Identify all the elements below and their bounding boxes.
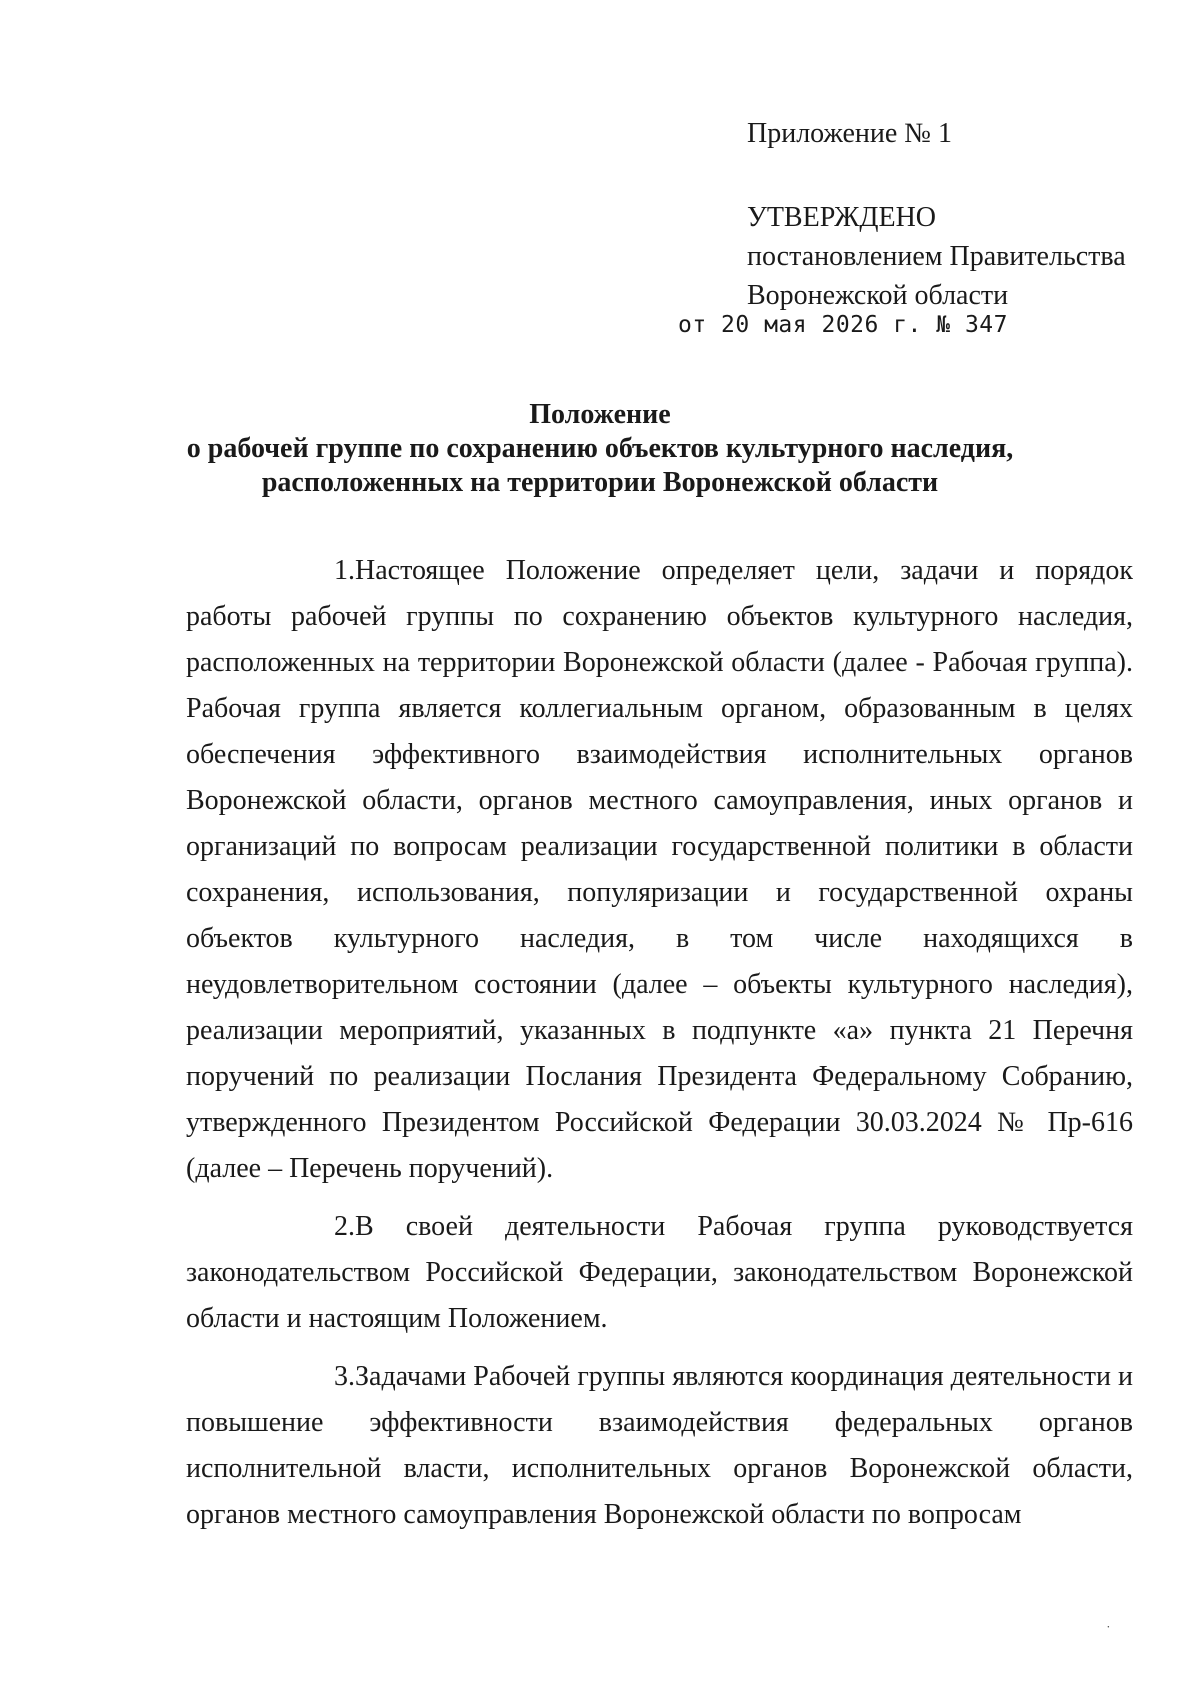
paragraph-2: [186, 1204, 1133, 1342]
title-line-3: расположенных на территории Воронежской области: [261, 467, 939, 498]
document-title: [0, 398, 1200, 500]
paragraph-number: 2.: [334, 1211, 355, 1242]
approved-by-line-2: Воронежской области: [747, 280, 1009, 311]
approved-by-line-1: постановлением Правительства: [747, 241, 1126, 272]
document-body: [186, 548, 1133, 1538]
paragraph-text: В своей деятельности Рабочая группа руководствуется законодательством Российской Федерации, законодательством Воронежской области и настоящим Положением.: [186, 1211, 1133, 1334]
resolution-date-number: от 20 мая 2026 г. № 347: [678, 312, 1008, 338]
title-line-1: Положение: [529, 399, 671, 430]
title-line-2: о рабочей группе по сохранению объектов культурного наследия,: [186, 433, 1014, 464]
paragraph-number: 1.: [334, 555, 355, 586]
paragraph-3: [186, 1354, 1133, 1538]
appendix-label: Приложение № 1: [747, 118, 952, 149]
paragraph-text: Задачами Рабочей группы являются координация деятельности и повышение эффективности взаимодействия федеральных органов исполнительной власти, исполнительных органов Воронежской области, органов местного самоуправления Воронежской области по вопросам: [186, 1361, 1133, 1530]
paragraph-number: 3.: [334, 1361, 355, 1392]
paragraph-text: Настоящее Положение определяет цели, задачи и порядок работы рабочей группы по сохранению объектов культурного наследия, расположенных на территории Воронежской области (далее - Рабочая группа). Рабочая группа является коллегиальным органом, образованным в целях обеспечения эффективного взаимодействия исполнительных органов Воронежской области, органов местного самоуправления, иных органов и организаций по вопросам реализации государственной политики в области сохранения, использования, популяризации и государственной охраны объектов культурного наследия, в том числе находящихся в неудовлетворительном состоянии (далее – объекты культурного наследия), реализации мероприятий, указанных в подпункте «а» пункта 21 Перечня поручений по реализации Послания Президента Федеральному Собранию, утвержденного Президентом Российской Федерации 30.03.2024 № Пр-616 (далее – Перечень поручений).: [186, 555, 1133, 1184]
paragraph-1: [186, 548, 1133, 1192]
approval-block: [747, 198, 1126, 315]
approved-stamp-text: УТВЕРЖДЕНО: [747, 202, 937, 233]
scan-mark: ˙: [1106, 1624, 1111, 1639]
